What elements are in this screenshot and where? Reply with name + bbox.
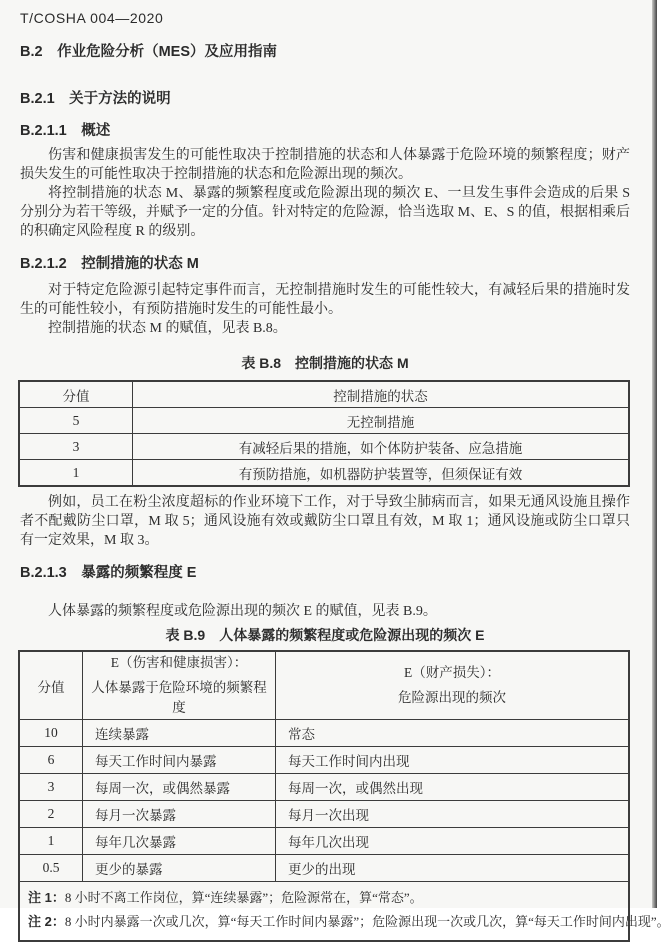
table-cell-exposure: 每天工作时间内暴露 <box>83 747 276 774</box>
table-cell-exposure: 连续暴露 <box>83 720 276 747</box>
paragraph-example: 例如，员工在粉尘浓度超标的作业环境下工作，对于导致尘肺病而言，如果无通风设施且操作者不配戴防尘口罩，M 取 5；通风设施有效或戴防尘口罩且有效，M 取 1；通风设施或防尘口罩只有一定效果，M 取 3。 <box>20 495 630 548</box>
scan-edge-artifact <box>652 0 657 908</box>
doc-code: T/COSHA 004—2020 <box>20 10 164 26</box>
table-row <box>19 720 629 747</box>
table-cell-state: 有预防措施，如机器防护装置等，但须保证有效 <box>133 460 630 487</box>
table-row <box>19 828 629 855</box>
paragraph-control-1: 对于特定危险源引起特定事件而言，无控制措施时发生的可能性较大，有减轻后果的措施时发生的可能性较小，有预防措施时发生的可能性最小。 <box>20 283 630 317</box>
table-b8-header-score: 分值 <box>19 381 133 408</box>
table-cell-score: 1 <box>19 460 133 487</box>
table-b9-notes-row <box>19 882 629 942</box>
table-cell-occurrence: 每年几次出现 <box>276 828 630 855</box>
table-cell-score: 6 <box>19 747 83 774</box>
table-cell-score: 3 <box>19 434 133 460</box>
table-cell-exposure: 每周一次，或偶然暴露 <box>83 774 276 801</box>
table-row <box>19 434 629 460</box>
paragraph-overview-1: 伤害和健康损害发生的可能性取决于控制措施的状态和人体暴露于危险环境的频繁程度；财产损失发生的可能性取决于控制措施的状态和危险源出现的频次。 <box>20 148 630 182</box>
heading-b213: B.2.1.3 暴露的频繁程度 E <box>20 565 197 581</box>
table-b8-header-state: 控制措施的状态 <box>133 381 630 408</box>
table-cell-occurrence: 更少的出现 <box>276 855 630 882</box>
table-b9-header-injury-line2: 人体暴露于危险环境的频繁程度 <box>91 680 267 715</box>
table-cell-score: 0.5 <box>19 855 83 882</box>
table-b9-header-property-line1: E（财产损失）： <box>404 665 500 680</box>
table-b9-header-row <box>19 651 629 720</box>
paragraph-exposure: 人体暴露的频繁程度或危险源出现的频次 E 的赋值，见表 B.9。 <box>48 604 437 619</box>
note-2 <box>28 910 670 934</box>
table-row <box>19 855 629 882</box>
table-cell-state: 有减轻后果的措施，如个体防护装备、应急措施 <box>133 434 630 460</box>
table-cell-occurrence: 每月一次出现 <box>276 801 630 828</box>
note-2-label: 注 2： <box>28 914 65 929</box>
table-b8-header-row <box>19 381 629 408</box>
table-cell-score: 1 <box>19 828 83 855</box>
table-cell-score: 2 <box>19 801 83 828</box>
table-cell-score: 5 <box>19 408 133 434</box>
table-cell-score: 10 <box>19 720 83 747</box>
paragraph-overview-2: 将控制措施的状态 M、暴露的频繁程度或危险源出现的频次 E、一旦发生事件会造成的后果 S 分别分为若干等级，并赋予一定的分值。针对特定的危险源，恰当选取 M、E、S 的值，根据相乘后的积确定风险程度 R 的级别。 <box>20 186 630 239</box>
table-b8 <box>18 380 630 487</box>
table-row <box>19 747 629 774</box>
note-1 <box>28 886 620 910</box>
table-row <box>19 408 629 434</box>
table-b9-title: 表 B.9 人体暴露的频繁程度或危险源出现的频次 E <box>165 627 485 643</box>
table-b8-title: 表 B.8 控制措施的状态 M <box>241 355 409 371</box>
paragraph-control-2: 控制措施的状态 M 的赋值，见表 B.8。 <box>48 321 287 336</box>
heading-b212: B.2.1.2 控制措施的状态 M <box>20 256 199 272</box>
table-b9-notes <box>19 882 670 942</box>
table-cell-occurrence: 每天工作时间内出现 <box>276 747 630 774</box>
heading-b2: B.2 作业危险分析（MES）及应用指南 <box>20 44 277 60</box>
table-cell-occurrence: 每周一次，或偶然出现 <box>276 774 630 801</box>
table-b9-header-injury <box>83 651 276 720</box>
table-cell-exposure: 更少的暴露 <box>83 855 276 882</box>
table-cell-occurrence: 常态 <box>276 720 630 747</box>
table-b9-header-score: 分值 <box>19 651 83 720</box>
table-cell-exposure: 每年几次暴露 <box>83 828 276 855</box>
table-b9-header-injury-line1: E（伤害和健康损害）： <box>110 655 248 670</box>
table-b9 <box>18 650 670 942</box>
note-1-label: 注 1： <box>28 890 65 905</box>
table-row <box>19 774 629 801</box>
table-cell-score: 3 <box>19 774 83 801</box>
note-2-text: 8 小时内暴露一次或几次，算“每天工作时间内暴露”；危险源出现一次或几次，算“每天工作时间内出现”。 <box>64 914 670 929</box>
table-b9-header-property <box>276 651 630 720</box>
table-cell-exposure: 每月一次暴露 <box>83 801 276 828</box>
table-row <box>19 460 629 487</box>
note-1-text: 8 小时不离工作岗位，算“连续暴露”；危险源常在，算“常态”。 <box>64 890 423 905</box>
table-cell-state: 无控制措施 <box>133 408 630 434</box>
table-row <box>19 801 629 828</box>
table-b9-header-property-line2: 危险源出现的频次 <box>398 690 506 705</box>
heading-b21: B.2.1 关于方法的说明 <box>20 91 171 107</box>
heading-b211: B.2.1.1 概述 <box>20 123 111 139</box>
